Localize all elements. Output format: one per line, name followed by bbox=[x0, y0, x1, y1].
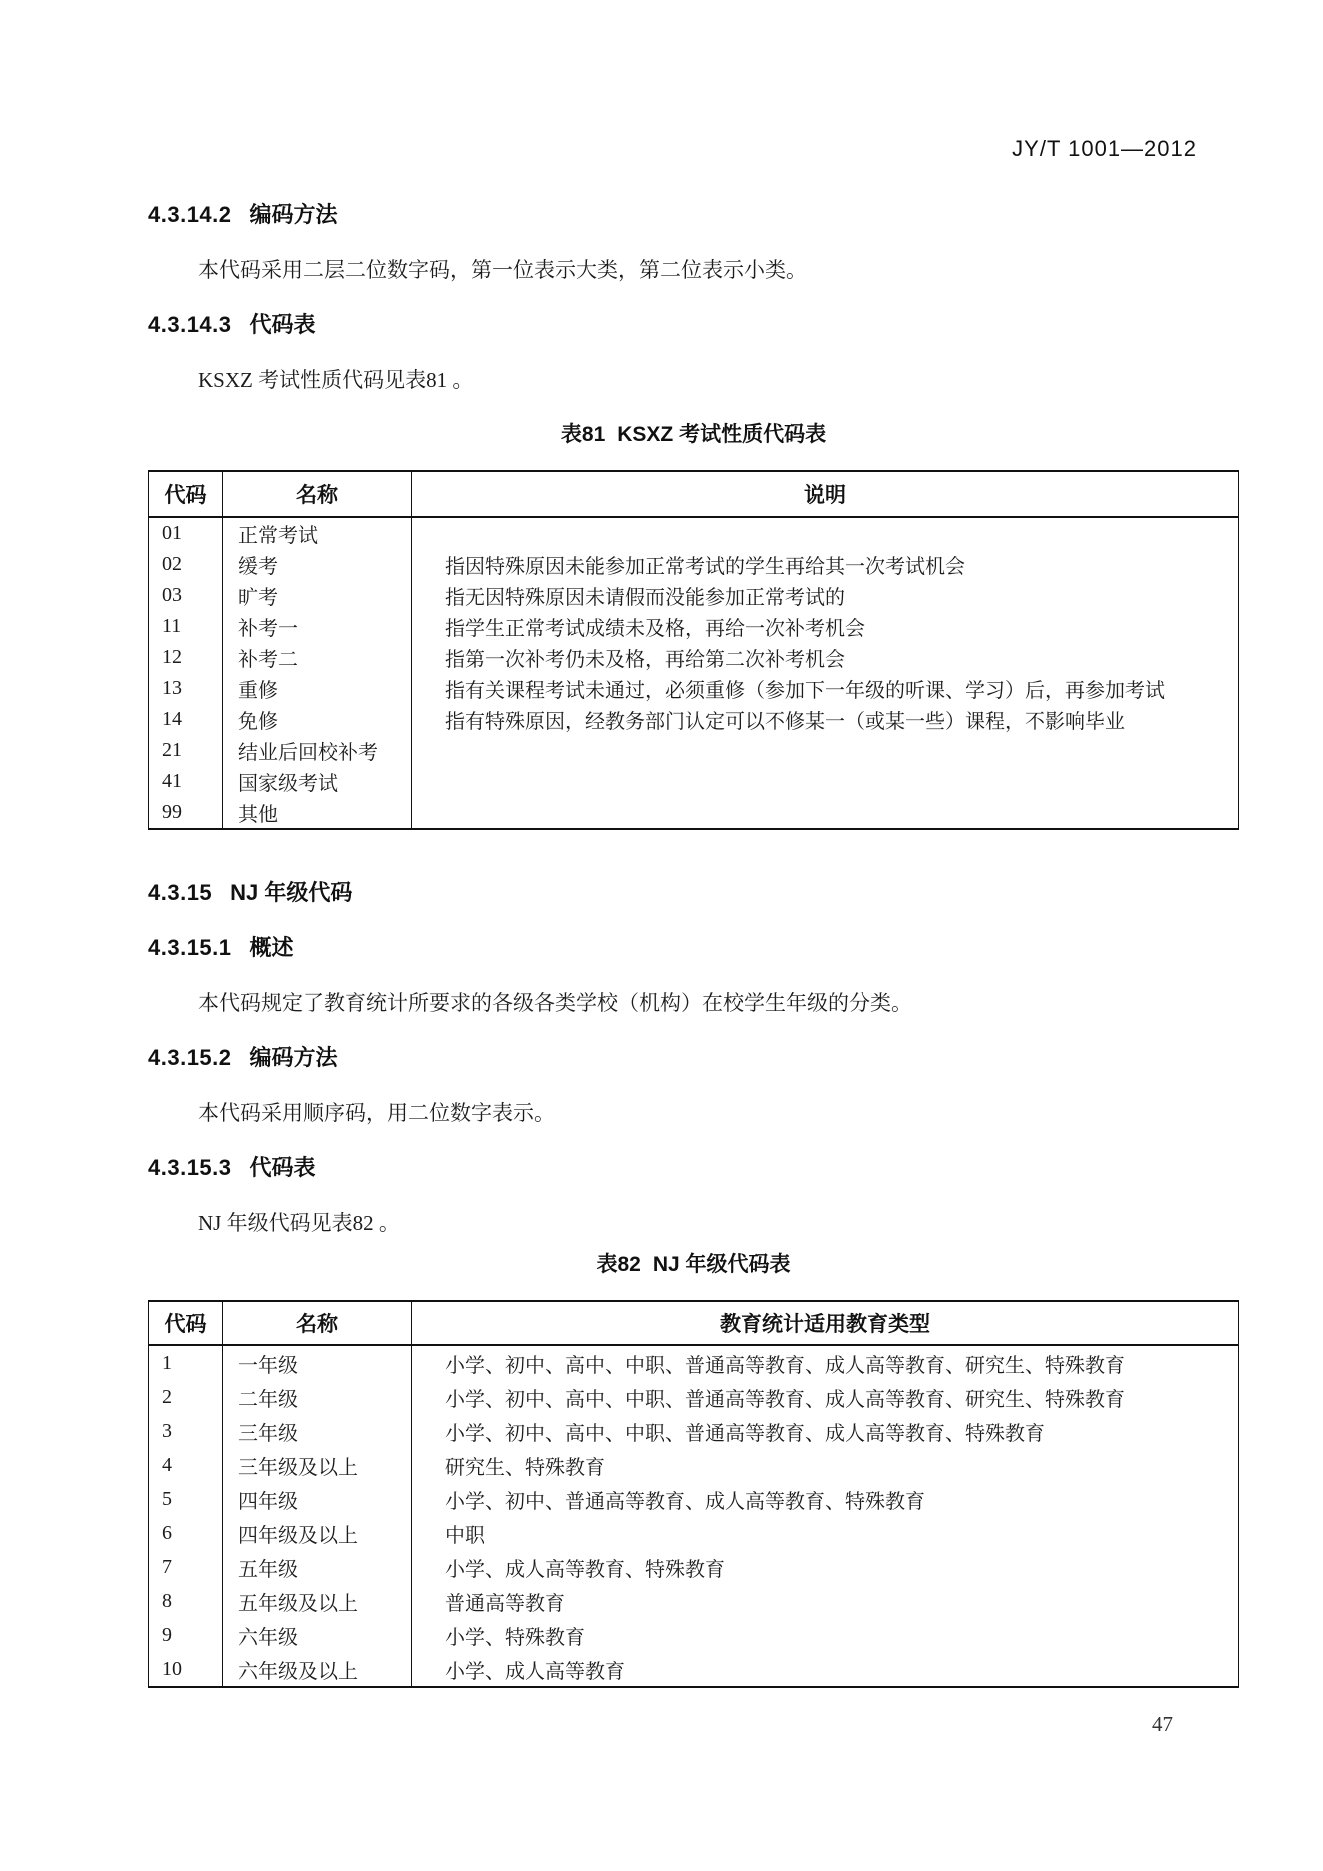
table-caption-number: 表81 bbox=[560, 423, 606, 446]
body-paragraph: KSXZ 考试性质代码见表81 。 bbox=[198, 368, 474, 392]
table-cell: 6 bbox=[162, 1521, 172, 1544]
table-row bbox=[149, 766, 1239, 797]
table-row bbox=[149, 673, 1239, 704]
section-number: 4.3.15 bbox=[148, 880, 213, 905]
body-paragraph: 本代码规定了教育统计所要求的各级各类学校（机构）在校学生年级的分类。 bbox=[198, 991, 912, 1015]
section-heading bbox=[148, 1153, 1239, 1183]
table-cell: 正常考试 bbox=[223, 517, 412, 549]
section-title: NJ 年级代码 bbox=[230, 880, 353, 905]
table-cell: 14 bbox=[162, 708, 182, 730]
table-cell: 指第一次补考仍未及格，再给第二次补考机会 bbox=[412, 642, 1239, 673]
section-heading bbox=[148, 1043, 1239, 1073]
table-cell: 指无因特殊原因未请假而没能参加正常考试的 bbox=[412, 580, 1239, 611]
table-cell: 小学、初中、高中、中职、普通高等教育、成人高等教育、特殊教育 bbox=[412, 1414, 1239, 1448]
table-row bbox=[149, 1584, 1239, 1618]
table-cell bbox=[412, 766, 1239, 797]
table-cell: 01 bbox=[162, 522, 182, 544]
table-row bbox=[149, 1380, 1239, 1414]
table-cell: 小学、成人高等教育 bbox=[412, 1652, 1239, 1687]
table-cell: 缓考 bbox=[223, 549, 412, 580]
table-cell: 4 bbox=[162, 1453, 172, 1476]
column-header: 名称 bbox=[223, 1301, 412, 1345]
table-row bbox=[149, 1618, 1239, 1652]
table-cell bbox=[412, 735, 1239, 766]
section-heading bbox=[148, 200, 1239, 230]
table-cell: 四年级及以上 bbox=[223, 1516, 412, 1550]
table-cell: 指学生正常考试成绩未及格，再给一次补考机会 bbox=[412, 611, 1239, 642]
table-row bbox=[149, 549, 1239, 580]
table-row bbox=[149, 735, 1239, 766]
table-caption bbox=[148, 420, 1239, 450]
table-cell: 指有关课程考试未通过，必须重修（参加下一年级的听课、学习）后，再参加考试 bbox=[412, 673, 1239, 704]
table-cell: 普通高等教育 bbox=[412, 1584, 1239, 1618]
table-caption-title: KSXZ 考试性质代码表 bbox=[617, 423, 827, 446]
table-cell bbox=[412, 797, 1239, 829]
table-row bbox=[149, 611, 1239, 642]
table-cell bbox=[412, 517, 1239, 549]
ksxz-code-table bbox=[148, 470, 1239, 830]
table-row bbox=[149, 1448, 1239, 1482]
table-cell: 7 bbox=[162, 1555, 172, 1578]
nj-grade-table bbox=[148, 1300, 1239, 1688]
table-cell: 13 bbox=[162, 677, 182, 699]
table-cell: 其他 bbox=[223, 797, 412, 829]
doc-number: JY/T 1001—2012 bbox=[1012, 136, 1197, 161]
table-cell: 小学、初中、普通高等教育、成人高等教育、特殊教育 bbox=[412, 1482, 1239, 1516]
table-cell: 小学、初中、高中、中职、普通高等教育、成人高等教育、研究生、特殊教育 bbox=[412, 1345, 1239, 1380]
page-number: 47 bbox=[1152, 1712, 1173, 1736]
table-row bbox=[149, 580, 1239, 611]
table-cell: 10 bbox=[162, 1657, 182, 1680]
table-body bbox=[149, 517, 1239, 829]
table-cell: 5 bbox=[162, 1487, 172, 1510]
table-row bbox=[149, 1414, 1239, 1448]
table-cell: 3 bbox=[162, 1419, 172, 1442]
table-cell: 五年级及以上 bbox=[223, 1584, 412, 1618]
table-cell: 1 bbox=[162, 1351, 172, 1374]
table-cell: 三年级 bbox=[223, 1414, 412, 1448]
table-cell: 小学、特殊教育 bbox=[412, 1618, 1239, 1652]
body-paragraph: 本代码采用顺序码，用二位数字表示。 bbox=[198, 1101, 555, 1125]
table-header bbox=[149, 471, 1239, 517]
table-cell: 8 bbox=[162, 1589, 172, 1612]
table-cell: 指有特殊原因，经教务部门认定可以不修某一（或某一些）课程，不影响毕业 bbox=[412, 704, 1239, 735]
table-caption-number: 表82 bbox=[596, 1253, 641, 1276]
table-row bbox=[149, 1550, 1239, 1584]
body-paragraph: NJ 年级代码见表82 。 bbox=[198, 1211, 400, 1235]
section-title: 概述 bbox=[249, 935, 294, 960]
table-header-row bbox=[149, 471, 1239, 517]
table-cell: 补考二 bbox=[223, 642, 412, 673]
table-cell: 02 bbox=[162, 553, 182, 575]
table-cell: 研究生、特殊教育 bbox=[412, 1448, 1239, 1482]
table-cell: 03 bbox=[162, 584, 182, 606]
table-row bbox=[149, 517, 1239, 549]
table-cell: 六年级及以上 bbox=[223, 1652, 412, 1687]
section-number: 4.3.15.2 bbox=[148, 1045, 232, 1070]
table-cell: 11 bbox=[162, 615, 182, 637]
column-header: 名称 bbox=[223, 471, 412, 517]
section-title: 代码表 bbox=[249, 1155, 316, 1180]
section-heading bbox=[148, 933, 1239, 963]
table-cell: 六年级 bbox=[223, 1618, 412, 1652]
table-cell: 一年级 bbox=[223, 1345, 412, 1380]
table-caption-title: NJ 年级代码表 bbox=[652, 1253, 791, 1276]
table-cell: 41 bbox=[162, 770, 182, 792]
column-header: 代码 bbox=[149, 1301, 223, 1345]
table-row bbox=[149, 1345, 1239, 1380]
table-cell: 四年级 bbox=[223, 1482, 412, 1516]
section-number: 4.3.14.3 bbox=[148, 312, 232, 337]
table-cell: 中职 bbox=[412, 1516, 1239, 1550]
section-title: 代码表 bbox=[249, 312, 316, 337]
table-row bbox=[149, 642, 1239, 673]
section-title: 编码方法 bbox=[249, 1045, 338, 1070]
column-header: 教育统计适用教育类型 bbox=[412, 1301, 1239, 1345]
table-cell: 五年级 bbox=[223, 1550, 412, 1584]
table-cell: 9 bbox=[162, 1623, 172, 1646]
table-row bbox=[149, 704, 1239, 735]
table-cell: 旷考 bbox=[223, 580, 412, 611]
table-cell: 2 bbox=[162, 1385, 172, 1408]
table-cell: 小学、初中、高中、中职、普通高等教育、成人高等教育、研究生、特殊教育 bbox=[412, 1380, 1239, 1414]
table-cell: 12 bbox=[162, 646, 182, 668]
table-cell: 结业后回校补考 bbox=[223, 735, 412, 766]
page-content bbox=[148, 200, 1239, 1688]
section-number: 4.3.14.2 bbox=[148, 202, 232, 227]
table-cell: 21 bbox=[162, 739, 182, 761]
table-cell: 三年级及以上 bbox=[223, 1448, 412, 1482]
table-cell: 国家级考试 bbox=[223, 766, 412, 797]
table-row bbox=[149, 1652, 1239, 1687]
table-cell: 补考一 bbox=[223, 611, 412, 642]
section-heading bbox=[148, 310, 1239, 340]
table-cell: 指因特殊原因未能参加正常考试的学生再给其一次考试机会 bbox=[412, 549, 1239, 580]
table-cell: 二年级 bbox=[223, 1380, 412, 1414]
table-caption bbox=[148, 1250, 1239, 1280]
section-number: 4.3.15.1 bbox=[148, 935, 232, 960]
section-number: 4.3.15.3 bbox=[148, 1155, 232, 1180]
table-cell: 重修 bbox=[223, 673, 412, 704]
table-body bbox=[149, 1345, 1239, 1687]
section-title: 编码方法 bbox=[249, 202, 338, 227]
section-heading bbox=[148, 878, 1239, 908]
table-header-row bbox=[149, 1301, 1239, 1345]
table-row bbox=[149, 1516, 1239, 1550]
table-cell: 免修 bbox=[223, 704, 412, 735]
column-header: 说明 bbox=[412, 471, 1239, 517]
body-paragraph: 本代码采用二层二位数字码，第一位表示大类，第二位表示小类。 bbox=[198, 258, 807, 282]
column-header: 代码 bbox=[149, 471, 223, 517]
table-cell: 99 bbox=[162, 801, 182, 823]
table-row bbox=[149, 1482, 1239, 1516]
table-header bbox=[149, 1301, 1239, 1345]
table-row bbox=[149, 797, 1239, 829]
table-cell: 小学、成人高等教育、特殊教育 bbox=[412, 1550, 1239, 1584]
